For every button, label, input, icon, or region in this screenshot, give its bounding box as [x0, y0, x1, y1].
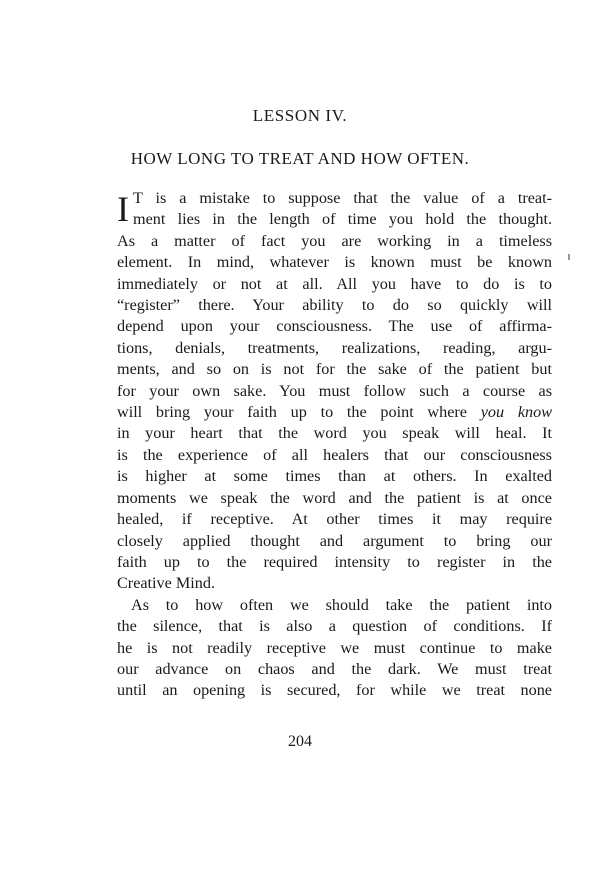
text-line: our advance on chaos and the dark. We must treat [117, 659, 552, 678]
emphasis-you-know: you know [480, 403, 552, 422]
text-line: ment lies in the length of time you hold the thought. [133, 210, 552, 229]
text-line: T is a mistake to suppose that the value of a treat- [133, 189, 552, 207]
text-line: until an opening is secured, for while we treat none [117, 681, 552, 700]
text-line-start: will bring your faith up to the point where [117, 403, 481, 422]
page-number: 204 [288, 733, 312, 750]
text-line [117, 402, 552, 423]
drop-cap: I [117, 189, 129, 229]
text-line: healed, if receptive. At other times it may require [117, 510, 552, 529]
text-line: is higher at some times than at others. In exalted [117, 467, 552, 486]
text-line: the silence, that is also a question of conditions. If [117, 617, 552, 636]
lesson-heading: LESSON IV. [252, 106, 348, 125]
text-line: closely applied thought and argument to bring our [117, 531, 552, 550]
text-line: immediately or not at all. All you have to do is to [117, 274, 552, 293]
chapter-title: HOW LONG TO TREAT AND HOW OFTEN. [130, 149, 470, 168]
text-line: As to how often we should take the patient into [131, 595, 552, 614]
text-line: tions, denials, treatments, realizations, reading, argu- [117, 338, 552, 357]
text-line: moments we speak the word and the patient is at once [117, 488, 552, 507]
text-line: As a matter of fact you are working in a timeless [117, 231, 552, 250]
text-line: Creative Mind. [117, 574, 216, 593]
text-line: is the experience of all healers that our consciousness [117, 445, 552, 464]
text-line: depend upon your consciousness. The use of affirma- [117, 317, 552, 336]
text-line: faith up to the required intensity to register in the [117, 552, 552, 571]
text-line: for your own sake. You must follow such a course as [117, 381, 552, 400]
text-line: ments, and so on is not for the sake of the patient but [117, 360, 552, 379]
text-line: he is not readily receptive we must continue to make [117, 638, 552, 657]
body-text [117, 188, 552, 702]
text-line: in your heart that the word you speak will heal. It [117, 424, 552, 443]
text-line: element. In mind, whatever is known must be known [117, 253, 552, 272]
paragraph-1 [117, 188, 552, 595]
paragraph-2 [117, 595, 552, 702]
text-line: “register” there. Your ability to do so quickly will [117, 296, 552, 315]
scan-speck [568, 254, 570, 260]
